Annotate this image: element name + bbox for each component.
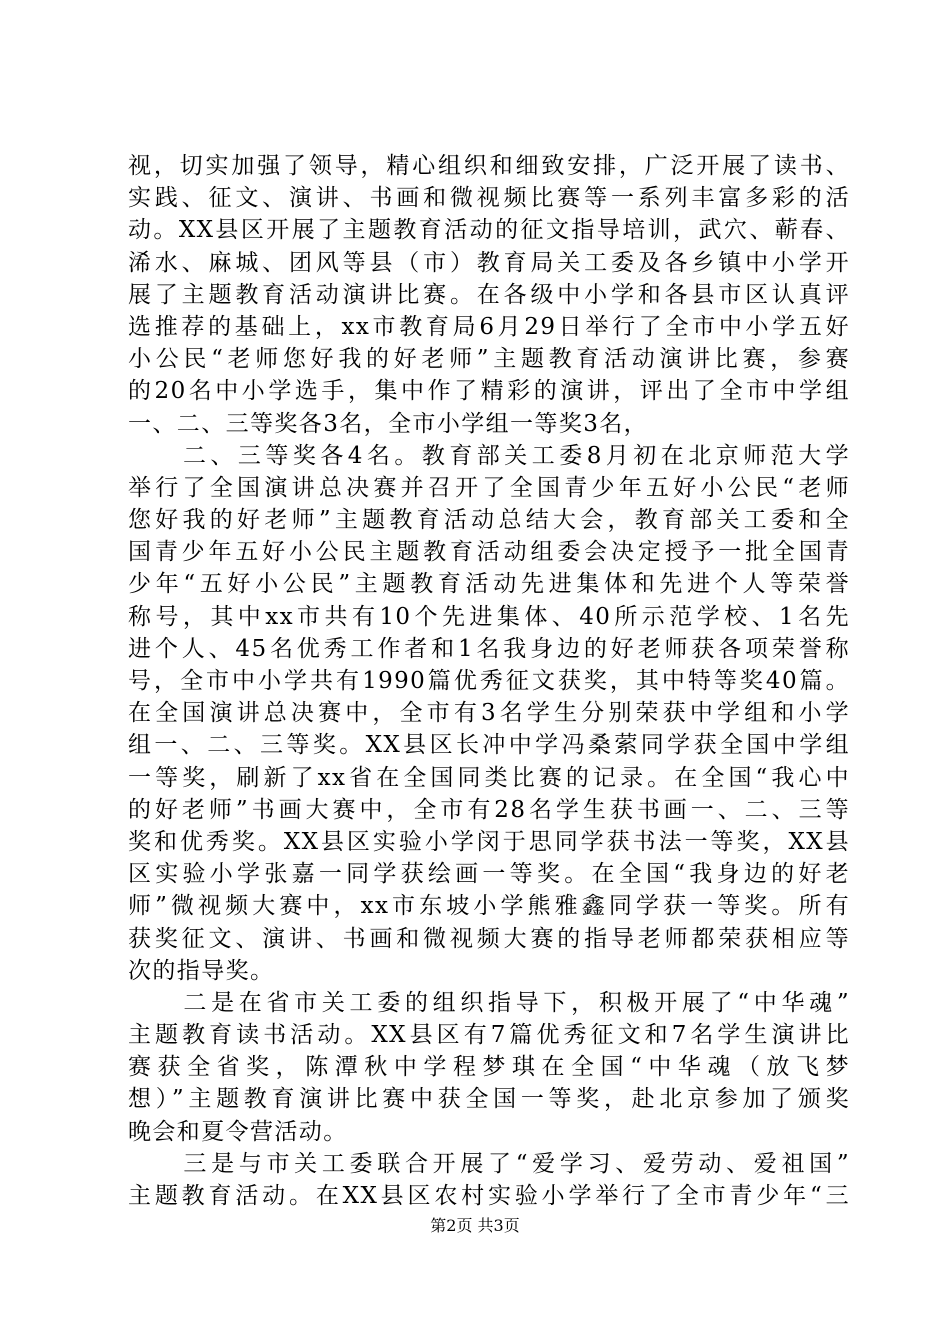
text-line: 进个人、45名优秀工作者和1名我身边的好老师获各项荣誉称	[128, 635, 850, 662]
text-line: 少年“五好小公民”主题教育活动先进集体和先进个人等荣誉	[128, 571, 850, 598]
text-line: 号，全市中小学共有1990篇优秀征文获奖，其中特等奖40篇。	[128, 668, 850, 694]
text-line: 想）”主题教育演讲比赛中获全国一等奖，赴北京参加了颁奖	[128, 1086, 850, 1113]
text-line: 师”微视频大赛中，xx市东坡小学熊雅鑫同学获一等奖。所有	[128, 893, 850, 920]
text-line: 一、二、三等奖各3名，全市小学组一等奖3名，	[128, 410, 649, 437]
text-line: 一等奖，刷新了xx省在全国同类比赛的记录。在全国“我心中	[128, 764, 850, 791]
text-line: 在全国演讲总决赛中，全市有3名学生分别荣获中学组和小学	[128, 700, 850, 727]
text-line: 二、三等奖各4名。教育部关工委8月初在北京师范大学	[128, 442, 850, 469]
text-line: 举行了全国演讲总决赛并召开了全国青少年五好小公民“老师	[128, 474, 850, 501]
text-line: 三是与市关工委联合开展了“爱学习、爱劳动、爱祖国”	[128, 1150, 850, 1177]
text-line: 奖和优秀奖。XX县区实验小学闵于思同学获书法一等奖，XX县	[128, 828, 850, 855]
text-line: 展了主题教育活动演讲比赛。在各级中小学和各县市区认真评	[128, 281, 850, 308]
text-line: 获奖征文、演讲、书画和微视频大赛的指导老师都荣获相应等	[128, 925, 850, 952]
text-line: 二是在省市关工委的组织指导下，积极开展了“中华魂”	[128, 989, 850, 1016]
text-line: 赛获全省奖，陈潭秋中学程梦琪在全国“中华魂（放飞梦	[128, 1054, 850, 1081]
text-line: 区实验小学张嘉一同学获绘画一等奖。在全国“我身边的好老	[128, 861, 850, 888]
body-text	[128, 150, 850, 1212]
text-line: 主题教育活动。在XX县区农村实验小学举行了全市青少年“三	[128, 1183, 850, 1209]
text-line: 晚会和夏令营活动。	[128, 1118, 348, 1145]
text-line: 实践、征文、演讲、书画和微视频比赛等一系列丰富多彩的活	[128, 185, 850, 212]
text-line: 视，切实加强了领导，精心组织和细致安排，广泛开展了读书、	[128, 153, 850, 179]
text-line: 浠水、麻城、团风等县（市）教育局关工委及各乡镇中小学开	[128, 249, 850, 276]
text-line: 称号，其中xx市共有10个先进集体、40所示范学校、1名先	[128, 603, 850, 630]
text-line: 您好我的好老师”主题教育活动总结大会，教育部关工委和全	[128, 507, 850, 534]
text-line: 动。XX县区开展了主题教育活动的征文指导培训，武穴、蕲春、	[128, 217, 850, 244]
page-number-footer: 第2页 共3页	[430, 1216, 520, 1235]
text-line: 小公民“老师您好我的好老师”主题教育活动演讲比赛，参赛	[128, 346, 850, 373]
text-line: 组一、二、三等奖。XX县区长冲中学冯桑萦同学获全国中学组	[128, 732, 850, 759]
text-line: 的好老师”书画大赛中，全市有28名学生获书画一、二、三等	[128, 796, 850, 823]
text-line: 国青少年五好小公民主题教育活动组委会决定授予一批全国青	[128, 539, 850, 566]
text-line: 选推荐的基础上，xx市教育局6月29日举行了全市中小学五好	[128, 313, 850, 340]
text-line: 主题教育读书活动。XX县区有7篇优秀征文和7名学生演讲比	[128, 1022, 850, 1049]
text-line: 次的指导奖。	[128, 957, 275, 984]
text-line: 的20名中小学选手，集中作了精彩的演讲，评出了全市中学组	[128, 378, 850, 405]
